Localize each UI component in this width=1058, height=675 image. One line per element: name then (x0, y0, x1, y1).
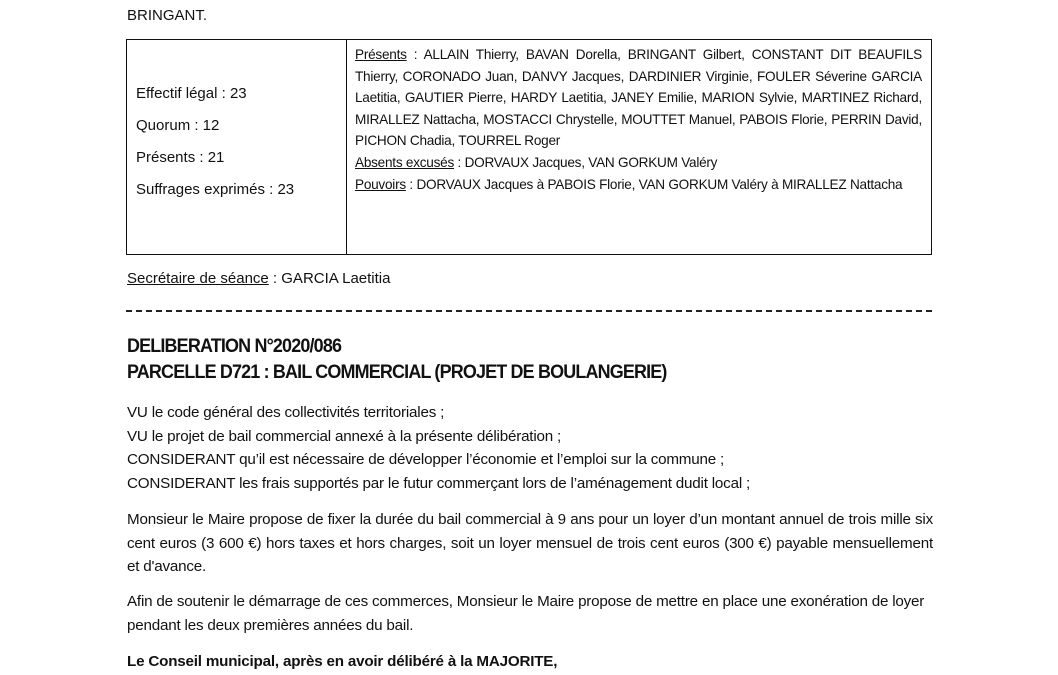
lease-terms-paragraph: Monsieur le Maire propose de fixer la durée du bail commercial à 9 ans pour un loyer d’un montant annuel de trois mille six cent euros (3 600 €) hors taxes et hors charges, soit un loyer mensuel de trois cent euros (300 €) payable mensuellement et d'avance. (127, 511, 933, 575)
absents-block (355, 152, 922, 174)
council-decision: Le Conseil municipal, après en avoir délibéré à la MAJORITE, (127, 653, 558, 670)
deliberation-subject: PARCELLE D721 : BAIL COMMERCIAL (PROJET DE BOULANGERIE) (127, 361, 667, 383)
pouvoirs-list: : DORVAUX Jacques à PABOIS Florie, VAN GORKUM Valéry à MIRALLEZ Nattacha (405, 176, 903, 192)
continuation-text: BRINGANT. (127, 7, 208, 24)
secretary-value: : GARCIA Laetitia (268, 270, 391, 287)
suffrages-exprimes: Suffrages exprimés : 23 (136, 181, 295, 198)
quorum: Quorum : 12 (136, 117, 220, 134)
presents-block (355, 44, 922, 152)
deliberation-heading (127, 333, 667, 385)
absents-label: Absents excusés (355, 154, 455, 170)
consideration-line: VU le code général des collectivités territoriales ; (127, 404, 445, 421)
pouvoirs-block (355, 174, 922, 196)
rent-exemption-paragraph: Afin de soutenir le démarrage de ces commerces, Monsieur le Maire propose de mettre en place une exonération de loyer pendant les deux premières années du bail. (127, 593, 925, 634)
presents-label: Présents (355, 47, 407, 62)
consideration-line: CONSIDERANT qu’il est nécessaire de développer l’économie et l’emploi sur la commune ; (127, 451, 725, 468)
section-divider (126, 310, 932, 312)
deliberation-number: DELIBERATION N°2020/086 (127, 335, 342, 357)
pouvoirs-label: Pouvoirs (355, 176, 406, 192)
considerations-list (127, 401, 933, 495)
consideration-line: CONSIDERANT les frais supportés par le futur commerçant lors de l’aménagement dudit local ; (127, 474, 751, 492)
presents-count: Présents : 21 (136, 149, 225, 166)
secretary-label: Secrétaire de séance (127, 270, 269, 287)
effectif-legal: Effectif légal : 23 (136, 85, 247, 102)
attendance-table (126, 39, 932, 255)
attendance-details (347, 40, 931, 254)
absents-list: : DORVAUX Jacques, VAN GORKUM Valéry (454, 154, 718, 170)
attendance-counts (127, 40, 347, 254)
consideration-line: VU le projet de bail commercial annexé à la présente délibération ; (127, 427, 562, 445)
secretary-line (127, 269, 391, 289)
presents-list: : ALLAIN Thierry, BAVAN Dorella, BRINGANT Gilbert, CONSTANT DIT BEAUFILS Thierry, CORONADO Juan, DANVY Jacques, DARDINIER Virginie, FOULER Séverine GARCIA Laetitia, GAUTIER Pierre, HARDY Laetitia, JANEY Emilie, MARION Sylvie, MARTINEZ Richard, MIRALLEZ Nattacha, MOSTACCI Chrystelle, MOUTTET Manuel, PABOIS Florie, PERRIN David, PICHON Chadia, TOURREL Roger (355, 47, 922, 149)
